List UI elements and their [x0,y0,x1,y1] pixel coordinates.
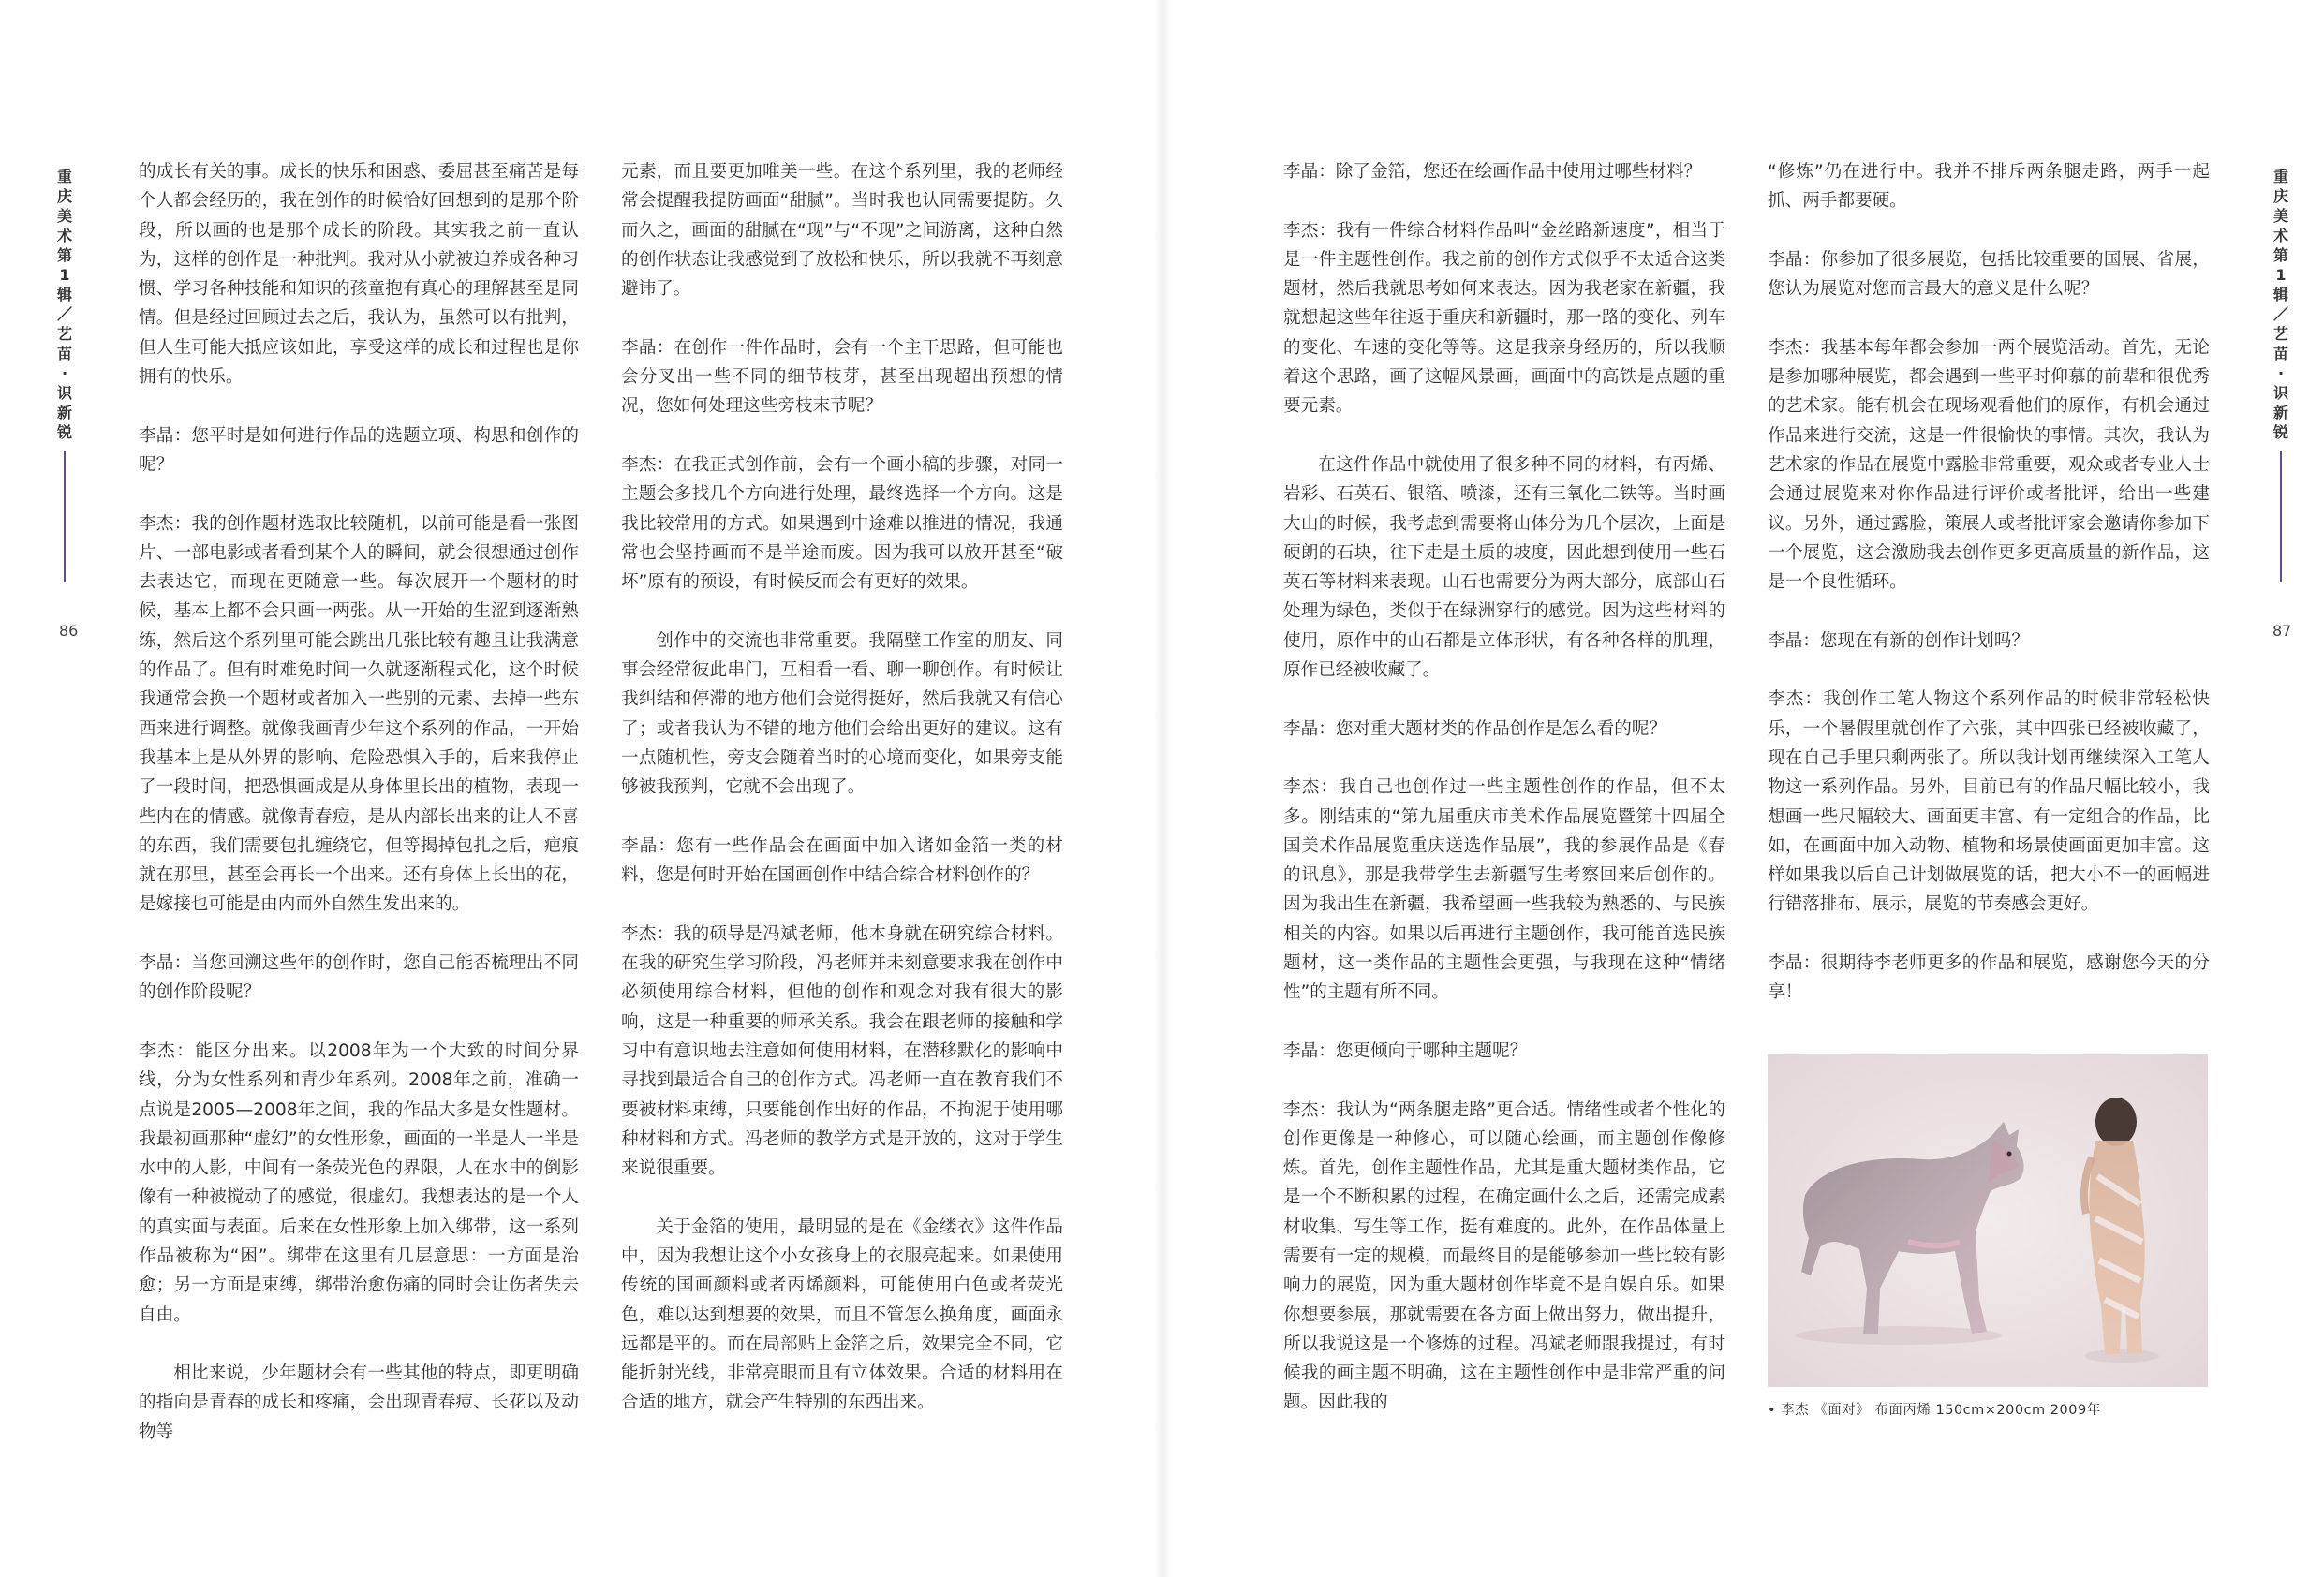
paragraph: 李杰：在我正式创作前，会有一个画小稿的步骤，对同一主题会多找几个方向进行处理，最终选择一个方向。这是我比较常用的方式。如果遇到中途难以推进的情况，我通常也会坚持画而不是半途而废。因为我可以放开甚至“破坏”原有的预设，有时候反而会有更好的效果。 [621,454,1063,593]
paragraph: 的成长有关的事。成长的快乐和困惑、委屈甚至痛苦是每个人都会经历的，我在创作的时候恰好回想到的是那个阶段，所以画的也是那个成长的阶段。其实我之前一直认为，这样的创作是一种批判。我对从小就被迫养成各种习惯、学习各种技能和知识的孩童抱有真心的理解甚至是同情。但是经过回顾过去之后，我认为，虽然可以有批判，但人生可能大抵应该如此，享受这样的成长和过程也是你拥有的快乐。 [139,162,579,388]
painting-caption: • 李杰 《面对》 布面丙烯 150cm×200cm 2009年 [1768,1403,2101,1418]
left-page-number: 86 [59,622,79,640]
painting-image [1768,1054,2208,1387]
paragraph: 李晶：您平时是如何进行作品的选题立项、构思和创作的呢？ [139,425,579,475]
paragraph: “修炼”仍在进行中。我并不排斥两条腿走路，两手一起抓、两手都要硬。 [1768,162,2210,212]
paragraph: 李杰：我的创作题材选取比较随机，以前可能是看一张图片、一部电影或者看到某个人的瞬间，就会很想通过创作去表达它，而现在更随意一些。每次展开一个题材的时候，基本上都不会只画一两张。从一开始的生涩到逐渐熟练，然后这个系列里可能会跳出几张比较有趣且让我满意的作品了。但有时难免时间一久就逐渐程式化，这个时候我通常会换一个题材或者加入一些别的元素、去掉一些东西来进行调整。就像我画青少年这个系列的作品，一开始我基本上是从外界的影响、危险恐惧入手的，后来我停止了一段时间，把恐惧画成是从身体里长出的植物，表现一些内在的情感。就像青春痘，是从内部长出来的让人不喜的东西，我们需要包扎缠绕它，但等揭掉包扎之后，疤痕就在那里，甚至会再长一个出来。还有身体上长出的花，是嫁接也可能是由内而外自然生发出来的。 [139,513,579,915]
paragraph: 李杰：我创作工笔人物这个系列作品的时候非常轻松快乐，一个暑假里就创作了六张，其中四张已经被收藏了，现在自己手里只剩两张了。所以我计划再继续深入工笔人物这一系列作品。另外，目前已有的作品尺幅比较小，我想画一些尺幅较大、画面更丰富、有一定组合的作品，比如，在画面中加入动物、植物和场景使画面更加丰富。这样如果我以后自己计划做展览的话，把大小不一的画幅进行错落排布、展示，展览的节奏感会更好。 [1768,689,2210,915]
paragraph: 李晶：除了金箔，您还在绘画作品中使用过哪些材料？ [1283,162,1702,182]
paragraph: 在这件作品中就使用了很多种不同的材料，有丙烯、岩彩、石英石、银箔、喷漆，还有三氧化二铁等。当时画大山的时候，我考虑到需要将山体分为几个层次，上面是硬朗的石块，往下走是土质的坡度，因此想到使用一些石英石等材料来表现。山石也需要分为两大部分，底部山石处理为绿色，类似于在绿洲穿行的感觉。因为这些材料的使用，原作中的山石都是立体形状，有各种各样的肌理，原作已经被收藏了。 [1283,454,1725,681]
paragraph: 李晶：您现在有新的创作计划吗？ [1768,630,2029,651]
paragraph: 李杰：我认为“两条腿走路”更合适。情绪性或者个性化的创作更像是一种修心，可以随心绘画，而主题创作像修炼。首先，创作主题性作品，尤其是重大题材类作品，它是一个不断积累的过程，在确定画什么之后，还需完成素材收集、写生等工作，挺有难度的。此外，在作品体量上需要有一定的规模，而最终目的是能够参加一些比较有影响力的展览，因为重大题材创作毕竟不是自娱自乐。如果你想要参展，那就需要在各方面上做出努力，做出提升，所以我说这是一个修炼的过程。冯斌老师跟我提过，有时候我的画主题不明确，这在主题性创作中是非常严重的问题。因此我的 [1283,1099,1725,1413]
left-running-head-text: 重 庆 美 术 第 1 辑 ／ 艺 苗 · 识 新 锐 [56,168,72,441]
paragraph: 相比来说，少年题材会有一些其他的特点，即更明确的指向是青春的成长和疼痛，会出现青春痘、长花以及动物等 [139,1363,579,1442]
right-running-head-text: 重 庆 美 术 第 1 辑 ／ 艺 苗 · 识 新 锐 [2272,168,2288,441]
left-page-column-1 [139,157,579,1476]
paragraph: 李杰：我基本每年都会参加一两个展览活动。首先，无论是参加哪种展览，都会遇到一些平时仰慕的前辈和很优秀的艺术家。能有机会在现场观看他们的原作，有机会通过作品来进行交流，这是一件很愉快的事情。其次，我认为艺术家的作品在展览中露脸非常重要，观众或者专业人士会通过展览来对你作品进行评价或者批评，给出一些建议。另外，通过露脸，策展人或者批评家会邀请你参加下一个展览，这会激励我去创作更多更高质量的新作品，这是一个良性循环。 [1768,337,2210,593]
right-running-head [2269,167,2293,582]
paragraph: 关于金箔的使用，最明显的是在《金缕衣》这件作品中，因为我想让这个小女孩身上的衣服亮起来。如果使用传统的国画颜料或者丙烯颜料，可能使用白色或者荧光色，难以达到想要的效果，而且不管怎么换角度，画面永远都是平的。而在局部贴上金箔之后，效果完全不同，它能折射光线，非常亮眼而且有立体效果。合适的材料用在合适的地方，就会产生特别的东西出来。 [621,1216,1063,1413]
page-gutter [1154,0,1171,1577]
paragraph: 元素，而且要更加唯美一些。在这个系列里，我的老师经常会提醒我提防画面“甜腻”。当时我也认同需要提防。久而久之，画面的甜腻在“现”与“不现”之间游离，这种自然的创作状态让我感觉到了放松和快乐，所以我就不再刻意避讳了。 [621,162,1063,300]
paragraph: 李杰：我有一件综合材料作品叫“金丝路新速度”，相当于是一件主题性创作。我之前的创作方式似乎不太适合这类题材，然后我就思考如何来表达。因为我老家在新疆，我就想起这些年往返于重庆和新疆时，那一路的变化、列车的变化、车速的变化等等。这是我亲身经历的，所以我顺着这个思路，画了这幅风景画，画面中的高铁是点题的重要元素。 [1283,220,1725,417]
paragraph: 李晶：您更倾向于哪种主题呢？ [1283,1040,1528,1061]
left-page-column-2 [621,157,1063,1447]
right-page-column-2 [1768,157,2210,1037]
paragraph: 创作中的交流也非常重要。我隔壁工作室的朋友、同事会经常彼此串门，互相看一看、聊一聊创作。有时候让我纠结和停滞的地方他们会觉得挺好，然后我就又有信心了；或者我认为不错的地方他们会给出更好的建议。这有一点随机性，旁支会随着当时的心境而变化，如果旁支能够被我预判，它就不会出现了。 [621,630,1063,798]
left-running-head-rule [64,451,66,582]
left-running-head [52,167,77,582]
paragraph: 李晶：您有一些作品会在画面中加入诸如金箔一类的材料，您是何时开始在国画创作中结合综合材料创作的？ [621,835,1063,886]
paragraph: 李晶：很期待李老师更多的作品和展览，感谢您今天的分享！ [1768,953,2210,1003]
right-running-head-rule [2280,451,2282,582]
paragraph: 李杰：我自己也创作过一些主题性创作的作品，但不太多。刚结束的“第九届重庆市美术作品展览暨第十四届全国美术作品展览重庆送选作品展”，我的参展作品是《春的讯息》，那是我带学生去新疆写生考察回来后创作的。因为我出生在新疆，我希望画一些我较为熟悉的、与民族相关的内容。如果以后再进行主题创作，我可能首选民族题材，这一类作品的主题性会更强，与我现在这种“情绪性”的主题有所不同。 [1283,777,1725,1003]
paragraph: 李晶：您对重大题材类的作品创作是怎么看的呢？ [1283,718,1667,739]
right-page-number: 87 [2272,622,2292,640]
paragraph: 李杰：我的硕导是冯斌老师，他本身就在研究综合材料。在我的研究生学习阶段，冯老师并未刻意要求我在创作中必须使用综合材料，但他的创作和观念对我有很大的影响，这是一种重要的师承关系。我会在跟老师的接触和学习中有意识地去注意如何使用材料，在潜移默化的影响中寻找到最适合自己的创作方式。冯老师一直在教育我们不要被材料束缚，只要能创作出好的作品，不拘泥于使用哪种材料和方式。冯老师的教学方式是开放的，这对于学生来说很重要。 [621,923,1063,1179]
paragraph: 李杰：能区分出来。以2008年为一个大致的时间分界线，分为女性系列和青少年系列。2008年之前，准确一点说是2005—2008年之间，我的作品大多是女性题材。我最初画那种“虚幻”的女性形象，画面的一半是人一半是水中的人影，中间有一条荧光色的界限，人在水中的倒影像有一种被搅动了的感觉，很虚幻。我想表达的是一个人的真实面与表面。后来在女性形象上加入绑带，这一系列作品被称为“困”。绑带在这里有几层意思：一方面是治愈；另一方面是束缚，绑带治愈伤痛的同时会让伤者失去自由。 [139,1040,579,1325]
right-page-column-1 [1283,157,1725,1447]
painting-svg [1768,1054,2208,1387]
paragraph: 李晶：你参加了很多展览，包括比较重要的国展、省展，您认为展览对您而言最大的意义是什么呢？ [1768,249,2210,300]
paragraph: 李晶：当您回溯这些年的创作时，您自己能否梳理出不同的创作阶段呢？ [139,953,579,1003]
paragraph: 李晶：在创作一件作品时，会有一个主干思路，但可能也会分叉出一些不同的细节枝芽，甚至出现超出预想的情况，您如何处理这些旁枝末节呢？ [621,337,1063,417]
